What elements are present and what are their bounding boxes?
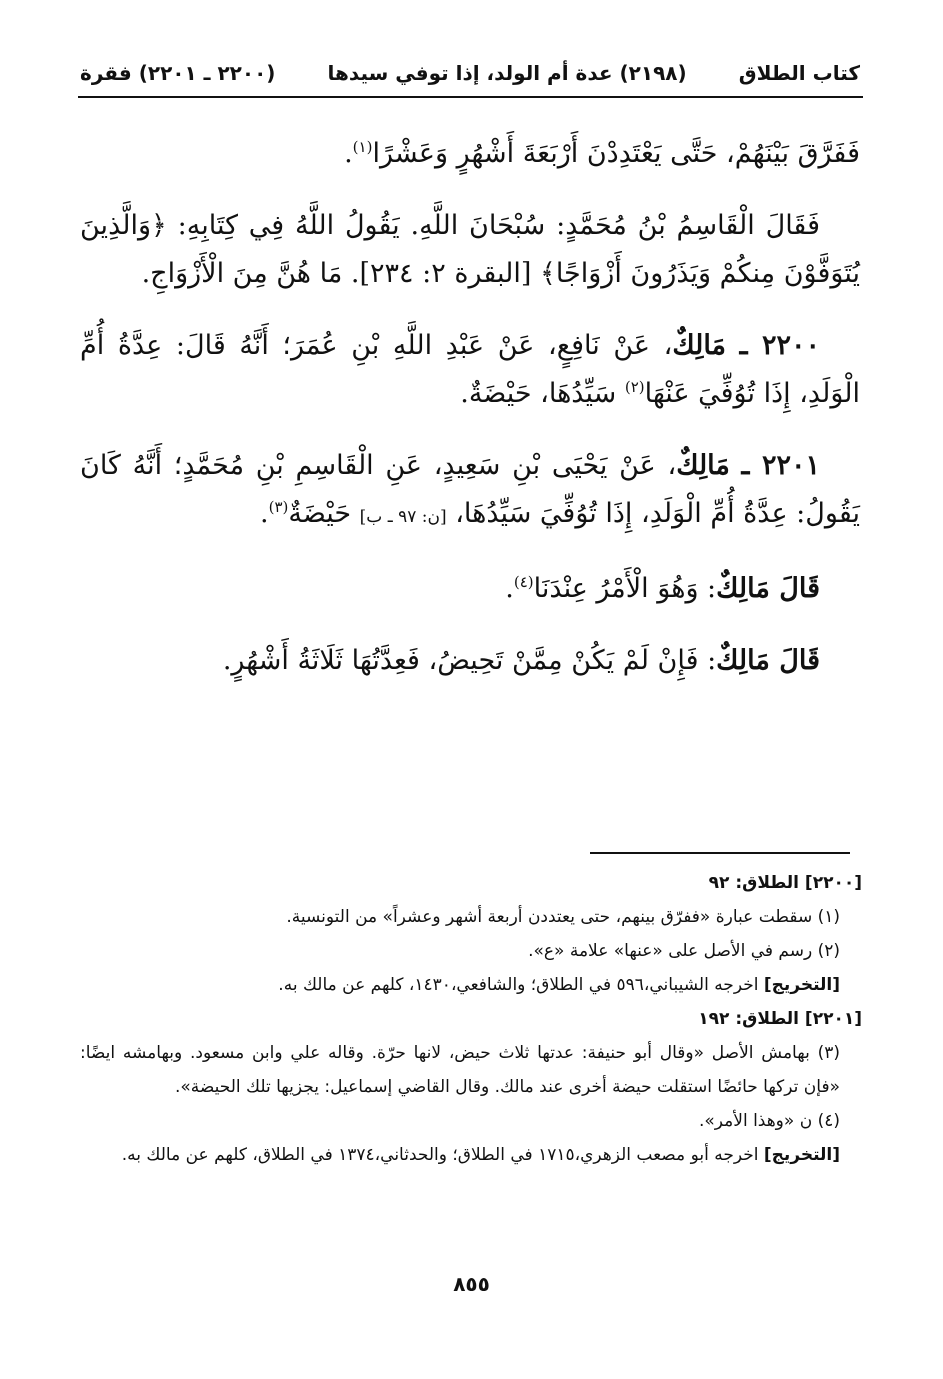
running-header xyxy=(80,56,860,90)
footnote-ref-4: (٤) xyxy=(513,573,534,591)
footnote-2: (٢) رسم في الأصل على «عنها» علامة «ع». xyxy=(528,941,840,961)
manuscript-folio-ref: [ن: ٩٧ ـ ب] xyxy=(359,507,447,527)
header-book-title: كتاب الطلاق xyxy=(738,61,860,85)
footnote-ref-3: (٣) xyxy=(268,498,289,516)
footnote-1: (١) سقطت عبارة «ففرّق بينهم، حتى يعتددن أربعة أشهر وعشراً» من التونسية. xyxy=(286,907,840,927)
paragraph-2: فَقَالَ الْقَاسِمُ بْنُ مُحَمَّدٍ: سُبْحَانَ اللَّهِ. يَقُولُ اللَّهُ فِي كِتَابِهِ: ﴿وَالَّذِينَ يُتَوَفَّوْنَ مِنكُمْ وَيَذَرُونَ أَزْوَاجًا﴾ [البقرة ٢: ٢٣٤]. مَا هُنَّ مِنَ الْأَزْوَاجِ. xyxy=(80,210,860,289)
footnote-3: (٣) بهامش الأصل «وقال أبو حنيفة: عدتها ثلاث حيض، لانها حرّة. وقاله علي وابن مسعود. وبهامشه ايضًا: «فإن تركها حائضًا استقلت حيضة أخرى عند مالك. وقال القاضي إسماعيل: يجزيها تلك الحيضة». xyxy=(80,1043,840,1097)
hadith-number: ٢٢٠٠ ـ xyxy=(739,330,820,361)
paragraph-1: فَفَرَّقَ بَيْنَهُمْ، حَتَّى يَعْتَدِدْنَ أَرْبَعَةَ أَشْهُرٍ وَعَشْرًا$^{(١)}$. xyxy=(344,138,860,169)
page-number: ٨٥٥ xyxy=(453,1272,490,1296)
hadith-2200: ٢٢٠٠ ـ مَالِكٌ، عَنْ نَافِعٍ، عَنْ عَبْدِ اللَّهِ بْنِ عُمَرَ؛ أَنَّهُ قَالَ: عِدَّةُ أُمِّ الْوَلَدِ، إِذَا تُوُفِّيَ عَنْهَا$^{(٢)}$ سَيِّدُهَا، حَيْضَةٌ. xyxy=(80,330,860,409)
hadith-2201: ٢٢٠١ ـ مَالِكٌ، عَنْ يَحْيَى بْنِ سَعِيدٍ، عَنِ الْقَاسِمِ بْنِ مُحَمَّدٍ؛ أَنَّهُ كَانَ يَقُولُ: عِدَّةُ أُمِّ الْوَلَدِ، إِذَا تُوُفِّيَ سَيِّدُهَا، [ن: ٩٧ ـ ب] حَيْضَةٌ$^{(٣)}$. xyxy=(80,450,860,529)
footnote-ref-2: (٢) xyxy=(624,378,645,396)
malik-statement-2: قَالَ مَالِكٌ: فَإِنْ لَمْ يَكُنْ مِمَّنْ تَحِيضُ، فَعِدَّتُهَا ثَلَاثَةُ أَشْهُرٍ. xyxy=(222,645,820,676)
cross-ref-2200: [٢٢٠٠] الطلاق: ٩٢ xyxy=(708,873,862,893)
footnote-ref-1: (١) xyxy=(352,138,373,156)
header-divider xyxy=(78,96,863,98)
main-text xyxy=(80,130,860,709)
header-paragraph-range: (٢٢٠٠ ـ ٢٢٠١) فقرة xyxy=(80,61,276,85)
takhrij-2200: [التخريج] اخرجه الشيباني،٥٩٦ في الطلاق؛ والشافعي،١٤٣٠، كلهم عن مالك به. xyxy=(278,975,840,995)
cross-ref-2201: [٢٢٠١] الطلاق: ١٩٢ xyxy=(698,1009,862,1029)
footnote-4: (٤) ن «وهذا الأمر». xyxy=(698,1111,840,1131)
malik-statement-1: قَالَ مَالِكٌ: وَهُوَ الْأَمْرُ عِنْدَنَا$^{(٤)}$. xyxy=(505,573,820,604)
hadith-number: ٢٢٠١ ـ xyxy=(741,450,820,481)
narrator-name: مَالِكٌ xyxy=(676,450,730,481)
narrator-name: مَالِكٌ xyxy=(672,330,727,361)
footnotes xyxy=(80,866,862,1172)
takhrij-2201: [التخريج] اخرجه أبو مصعب الزهري،١٧١٥ في الطلاق؛ والحدثاني،١٣٧٤ في الطلاق، كلهم عن مالك به. xyxy=(121,1145,840,1165)
header-chapter-title: (٢١٩٨) عدة أم الولد، إذا توفي سيدها xyxy=(327,61,687,85)
footnote-divider xyxy=(590,852,850,854)
